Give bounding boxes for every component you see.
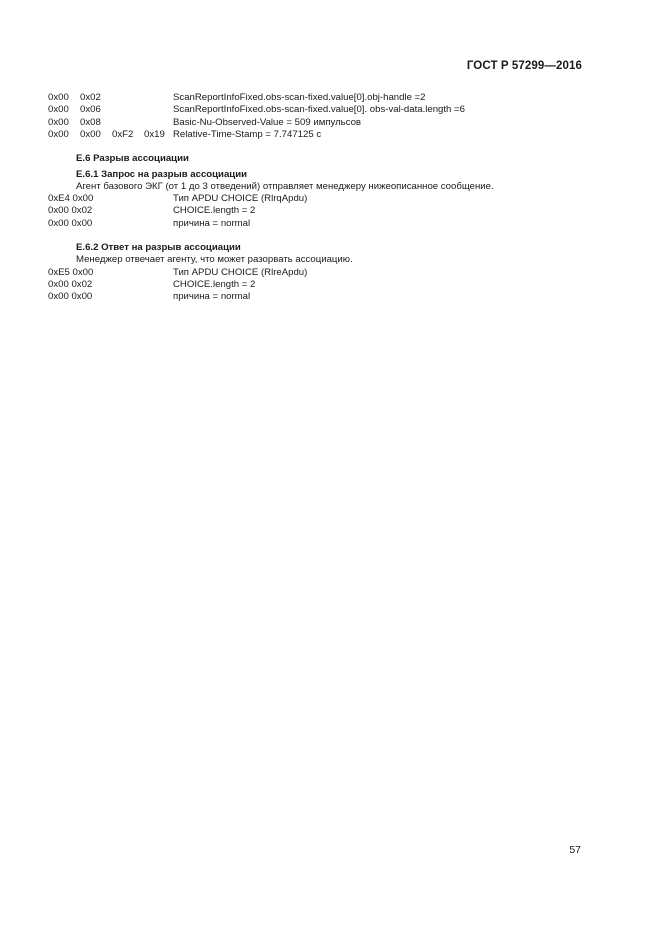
field-description: ScanReportInfoFixed.obs-scan-fixed.value[0]. obs-val-data.length =6 xyxy=(173,104,465,115)
field-description: Basic-Nu-Observed-Value = 509 импульсов xyxy=(173,117,362,128)
section-heading-e6-2: Е.6.2 Ответ на разрыв ассоциации xyxy=(76,242,241,253)
field-description: Тип APDU CHOICE (RlrqApdu) xyxy=(173,193,308,204)
field-description: Relative-Time-Stamp = 7.747125 с xyxy=(173,129,322,140)
page-number: 57 xyxy=(569,844,581,856)
section-paragraph: Агент базового ЭКГ (от 1 до 3 отведений) отправляет менеджеру нижеописанное сообщение. xyxy=(76,181,494,192)
field-description: CHOICE.length = 2 xyxy=(173,205,256,216)
section-heading-e6: Е.6 Разрыв ассоциации xyxy=(76,153,189,164)
field-description: Тип APDU CHOICE (RlreApdu) xyxy=(173,267,308,278)
byte-cell: 0x00 0x00 xyxy=(48,218,93,229)
byte-cell: 0x19 xyxy=(144,129,165,140)
byte-cell: 0x06 xyxy=(80,104,101,115)
byte-cell: 0x02 xyxy=(80,92,101,103)
byte-cell: 0x00 0x00 xyxy=(48,291,93,302)
byte-cell: 0x00 xyxy=(48,104,69,115)
byte-cell: 0x00 0x02 xyxy=(48,205,93,216)
document-header: ГОСТ Р 57299—2016 xyxy=(466,60,582,72)
field-description: причина = normal xyxy=(173,218,251,229)
byte-cell: 0x08 xyxy=(80,117,101,128)
section-paragraph: Менеджер отвечает агенту, что может разорвать ассоциацию. xyxy=(76,254,353,265)
byte-cell: 0x00 0x02 xyxy=(48,279,93,290)
byte-cell: 0x00 xyxy=(48,92,69,103)
field-description: причина = normal xyxy=(173,291,251,302)
byte-cell: 0x00 xyxy=(80,129,101,140)
byte-cell: 0xF2 xyxy=(112,129,134,140)
byte-cell: 0xE5 0x00 xyxy=(48,267,94,278)
field-description: ScanReportInfoFixed.obs-scan-fixed.value[0].obj-handle =2 xyxy=(173,92,426,103)
field-description: CHOICE.length = 2 xyxy=(173,279,256,290)
byte-cell: 0x00 xyxy=(48,117,69,128)
byte-cell: 0x00 xyxy=(48,129,69,140)
section-heading-e6-1: Е.6.1 Запрос на разрыв ассоциации xyxy=(76,169,247,180)
byte-cell: 0xE4 0x00 xyxy=(48,193,94,204)
